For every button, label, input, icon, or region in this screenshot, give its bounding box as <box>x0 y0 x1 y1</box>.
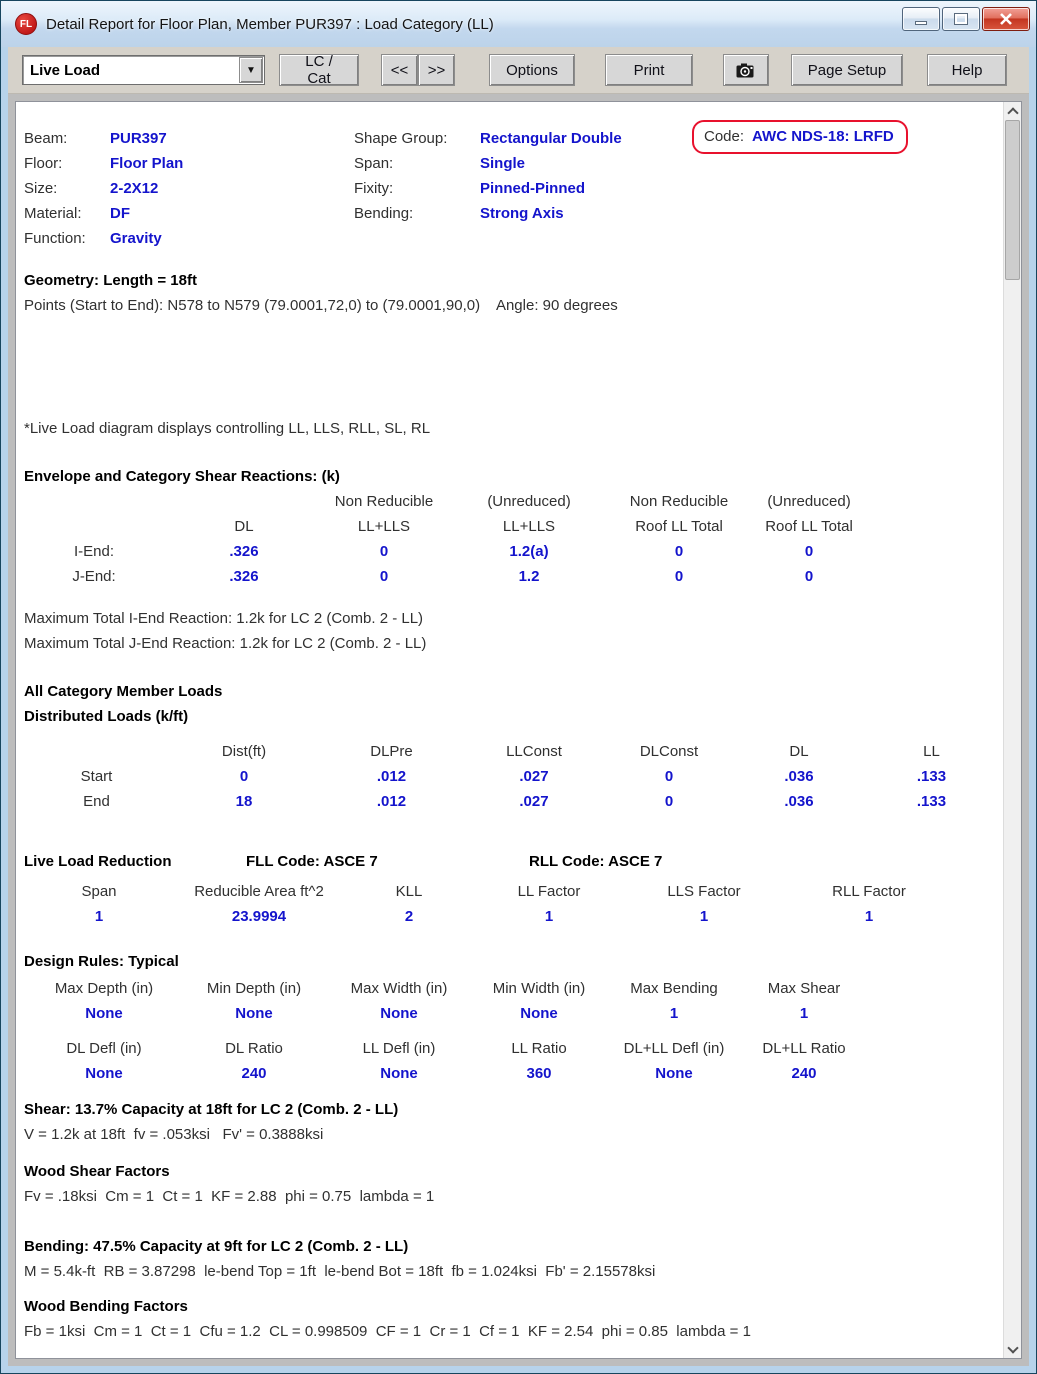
span-value: Single <box>480 155 526 172</box>
code-value: AWC NDS-18: LRFD <box>752 128 894 145</box>
design-rules-title: Design Rules: Typical <box>24 953 179 970</box>
material-value: DF <box>110 205 130 222</box>
live-load-reduction-header-row: Span Reducible Area ft^2 KLL LL Factor LLS Factor RLL Factor <box>81 883 906 900</box>
code-label: Code: <box>704 128 745 145</box>
distributed-loads-header-row: Dist(ft) DLPre LLConst DLConst DL LL <box>221 743 940 760</box>
load-category-dropdown[interactable] <box>22 55 265 85</box>
report-panel <box>15 101 1022 1359</box>
scroll-up-button[interactable] <box>1004 102 1021 119</box>
close-button[interactable] <box>982 7 1030 31</box>
chevron-down-icon <box>1007 1342 1018 1353</box>
reactions-title: Envelope and Category Shear Reactions: (k) <box>24 468 340 485</box>
fll-code: FLL Code: ASCE 7 <box>246 853 378 870</box>
live-load-reduction-section <box>24 849 1003 929</box>
bending-value: Strong Axis <box>480 205 564 222</box>
geometry-points-line: Points (Start to End): N578 to N579 (79.0001,72,0) to (79.0001,90,0) Angle: 90 degrees <box>24 297 618 314</box>
shear-section <box>24 1097 1003 1147</box>
wood-shear-factors-section <box>24 1159 1003 1209</box>
load-category-value: Live Load <box>30 61 101 79</box>
function-value: Gravity <box>110 230 162 247</box>
next-button[interactable]: >> <box>418 54 455 86</box>
shape-group-value: Rectangular Double <box>480 130 622 147</box>
table-row: 1 23.9994 2 1 1 1 <box>94 908 874 925</box>
page-setup-button[interactable]: Page Setup <box>791 54 903 86</box>
floor-value: Floor Plan <box>110 155 184 172</box>
app-logo-text: FL <box>19 18 33 30</box>
wood-bending-factors-detail: Fb = 1ksi Cm = 1 Ct = 1 Cfu = 1.2 CL = 0.998509 CF = 1 Cr = 1 Cf = 1 KF = 2.54 phi = 0.85 lambda = 1 <box>24 1323 751 1340</box>
material-label: Material: <box>24 205 82 222</box>
live-load-reduction-titles <box>24 849 1003 874</box>
rll-code: RLL Code: ASCE 7 <box>529 853 663 870</box>
member-header-right <box>354 126 622 226</box>
member-header <box>24 126 1003 251</box>
reactions-section <box>24 464 1003 656</box>
design-rules-section <box>24 949 1003 1086</box>
reactions-header-row-2: DL LL+LLS LL+LLS Roof LL Total Roof LL Total <box>234 518 853 535</box>
table-row: Start 0 .012 .027 0 .036 .133 <box>80 768 947 785</box>
scrollbar-thumb[interactable] <box>1005 120 1020 280</box>
beam-label: Beam: <box>24 130 68 147</box>
window-title: Detail Report for Floor Plan, Member PUR397 : Load Category (LL) <box>46 15 494 33</box>
minimize-icon <box>915 21 927 25</box>
floor-label: Floor: <box>24 155 63 172</box>
bending-section <box>24 1234 1003 1284</box>
design-rules-table-1 <box>24 976 864 1026</box>
table-row: I-End: .326 0 1.2(a) 0 0 <box>73 543 814 560</box>
vertical-scrollbar[interactable] <box>1003 102 1021 1358</box>
geometry-title: Geometry: Length = 18ft <box>24 272 197 289</box>
table-row: None 240 None 360 None 240 <box>85 1065 817 1082</box>
wood-bending-factors-title: Wood Bending Factors <box>24 1298 188 1315</box>
bending-detail: M = 5.4k-ft RB = 3.87298 le-bend Top = 1ft le-bend Bot = 18ft fb = 1.024ksi Fb' = 2.15578ksi <box>24 1263 656 1280</box>
live-load-reduction-title: Live Load Reduction <box>24 853 172 870</box>
design-rules-table-2 <box>24 1036 864 1086</box>
snapshot-button[interactable] <box>723 54 769 86</box>
print-button[interactable]: Print <box>605 54 693 86</box>
maximize-icon <box>955 14 967 24</box>
window-controls <box>900 7 1030 31</box>
distributed-loads-table <box>24 739 999 814</box>
distributed-loads-title: Distributed Loads (k/ft) <box>24 708 189 725</box>
wood-shear-factors-detail: Fv = .18ksi Cm = 1 Ct = 1 KF = 2.88 phi = 0.75 lambda = 1 <box>24 1188 435 1205</box>
design-rules-header-row-1: Max Depth (in) Min Depth (in) Max Width (in) Min Width (in) Max Bending Max Shear <box>54 980 841 997</box>
prev-button[interactable]: << <box>381 54 418 86</box>
live-load-note: *Live Load diagram displays controlling LL, LLS, RLL, SL, RL <box>24 420 431 437</box>
code-annotation-box <box>692 120 908 154</box>
lc-cat-button[interactable]: LC / Cat <box>279 54 359 86</box>
wood-shear-factors-title: Wood Shear Factors <box>24 1163 170 1180</box>
bending-label: Bending: <box>354 205 414 222</box>
title-bar <box>1 1 1036 47</box>
live-load-reduction-table <box>24 879 954 929</box>
member-header-left <box>24 126 183 251</box>
beam-value: PUR397 <box>110 130 167 147</box>
maximize-button[interactable] <box>942 7 980 31</box>
help-button[interactable]: Help <box>927 54 1007 86</box>
fixity-value: Pinned-Pinned <box>480 180 585 197</box>
scroll-down-button[interactable] <box>1004 1341 1021 1358</box>
table-row: J-End: .326 0 1.2 0 0 <box>72 568 814 585</box>
dropdown-arrow-icon[interactable]: ▼ <box>239 57 263 83</box>
report-content-area <box>8 94 1029 1366</box>
minimize-button[interactable] <box>902 7 940 31</box>
size-value: 2-2X12 <box>110 180 159 197</box>
close-icon <box>999 13 1013 25</box>
reactions-table <box>24 489 874 589</box>
detail-report <box>16 102 1003 1358</box>
toolbar <box>8 47 1029 94</box>
max-i-end-reaction: Maximum Total I-End Reaction: 1.2k for LC 2 (Comb. 2 - LL) <box>24 610 424 627</box>
span-label: Span: <box>354 155 394 172</box>
member-loads-title: All Category Member Loads <box>24 683 223 700</box>
size-label: Size: <box>24 180 58 197</box>
chevron-up-icon <box>1007 107 1018 118</box>
app-logo-icon <box>15 13 37 35</box>
function-label: Function: <box>24 230 86 247</box>
shear-detail: V = 1.2k at 18ft fv = .053ksi Fv' = 0.3888ksi <box>24 1126 324 1143</box>
geometry-section <box>24 268 1003 318</box>
shear-title: Shear: 13.7% Capacity at 18ft for LC 2 (Comb. 2 - LL) <box>24 1101 399 1118</box>
bending-title: Bending: 47.5% Capacity at 9ft for LC 2 (Comb. 2 - LL) <box>24 1238 409 1255</box>
camera-icon <box>736 63 756 78</box>
reactions-header-row-1: Non Reducible (Unreduced) Non Reducible (Unreduced) <box>334 493 851 510</box>
table-row: End 18 .012 .027 0 .036 .133 <box>83 793 947 810</box>
wood-bending-factors-section <box>24 1294 1003 1344</box>
fixity-label: Fixity: <box>354 180 394 197</box>
design-rules-header-row-2: DL Defl (in) DL Ratio LL Defl (in) LL Ratio DL+LL Defl (in) DL+LL Ratio <box>66 1040 846 1057</box>
member-loads-section <box>24 679 1003 814</box>
max-j-end-reaction: Maximum Total J-End Reaction: 1.2k for LC 2 (Comb. 2 - LL) <box>24 635 427 652</box>
options-button[interactable]: Options <box>489 54 575 86</box>
shape-group-label: Shape Group: <box>354 130 448 147</box>
table-row: None None None None 1 1 <box>85 1005 809 1022</box>
